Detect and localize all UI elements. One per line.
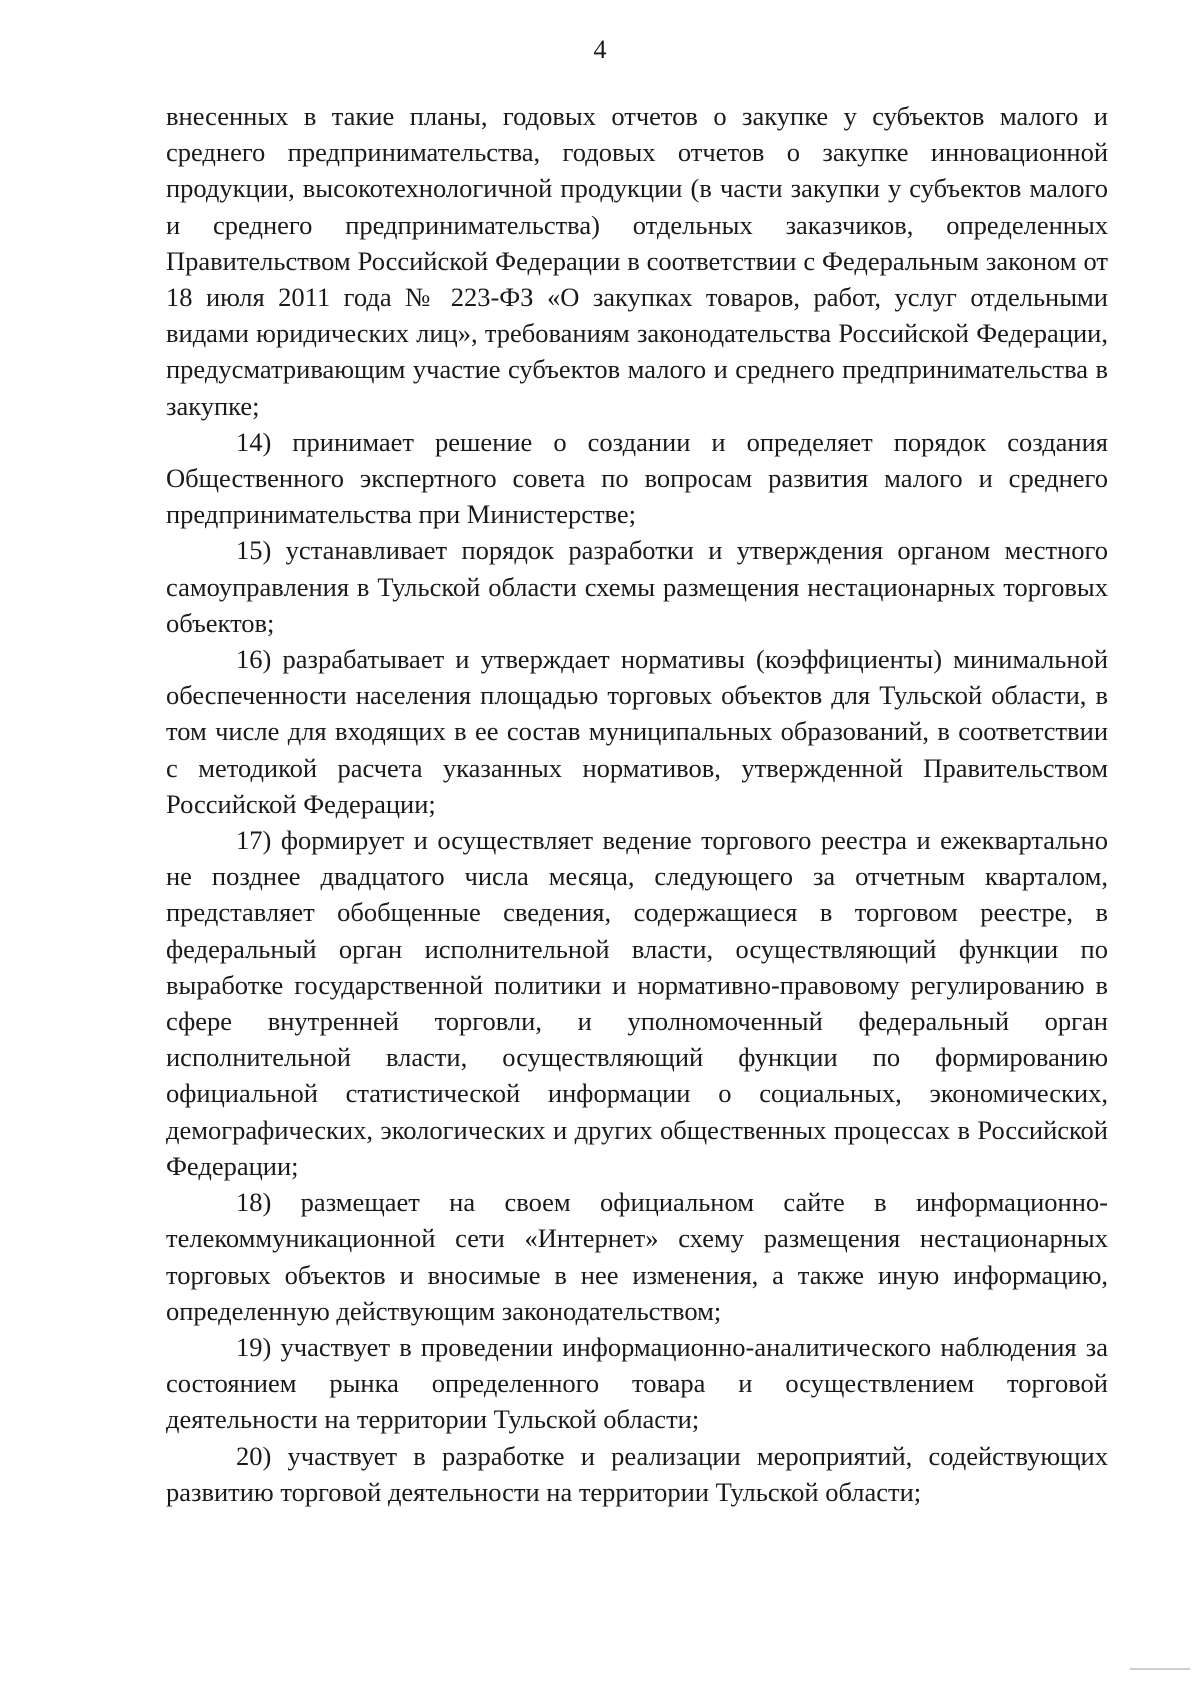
document-body [166, 98, 1108, 1510]
paragraph-item-15: 15) устанавливает порядок разработки и утверждения органом местного самоуправления в Тульской области схемы размещения нестационарных торговых объектов; [166, 535, 1108, 638]
paragraph-item-19: 19) участвует в проведении информационно-аналитического наблюдения за состоянием рынка определенного товара и осуществлением торговой деятельности на территории Тульской области; [166, 1331, 1108, 1435]
paragraph-item-20: 20) участвует в разработке и реализации мероприятий, содействующих развитию торговой деятельности на территории Тульской области; [166, 1440, 1108, 1507]
paragraph-item-16: 16) разрабатывает и утверждает нормативы (коэффициенты) минимальной обеспеченности населения площадью торговых объектов для Тульской области, в том числе для входящих в ее состав муниципальных образований, в соответствии с методикой расчета указанных нормативов, утвержденной Правительством Российской Федерации; [166, 644, 1108, 819]
paragraph-continuation: внесенных в такие планы, годовых отчетов о закупке у субъектов малого и среднего предпринимательства, годовых отчетов о закупке инновационной продукции, высокотехнологичной продукции (в части закупки у субъектов малого и среднего предпринимательства) отдельных заказчиков, определенных Правительством Российской Федерации в соответствии с Федеральным законом от 18 июля 2011 года № 223-ФЗ «О закупках товаров, работ, услуг отдельными видами юридических лиц», требованиям законодательства Российской Федерации, предусматривающим участие субъектов малого и среднего предпринимательства в закупке; [166, 101, 1108, 421]
paragraph-item-14: 14) принимает решение о создании и определяет порядок создания Общественного экспертного совета по вопросам развития малого и среднего предпринимательства при Министерстве; [166, 426, 1108, 530]
page-number: 4 [593, 35, 607, 64]
paragraph-item-18: 18) размещает на своем официальном сайте в информационно-телекоммуникационной сети «Интернет» схему размещения нестационарных торговых объектов и вносимые в нее изменения, а также иную информацию, определенную действующим законодательством; [166, 1187, 1108, 1326]
paragraph-item-17: 17) формирует и осуществляет ведение торгового реестра и ежеквартально не позднее двадцатого числа месяца, следующего за отчетным кварталом, представляет обобщенные сведения, содержащиеся в торговом реестре, в федеральный орган исполнительной власти, осуществляющий функции по выработке государственной политики и нормативно-правовому регулированию в сфере внутренней торговли, и уполномоченный федеральный орган исполнительной власти, осуществляющий функции по формированию официальной статистической информации о социальных, экономических, демографических, экологических и других общественных процессах в Российской Федерации; [166, 825, 1108, 1181]
scan-edge-mark [1130, 1668, 1190, 1670]
